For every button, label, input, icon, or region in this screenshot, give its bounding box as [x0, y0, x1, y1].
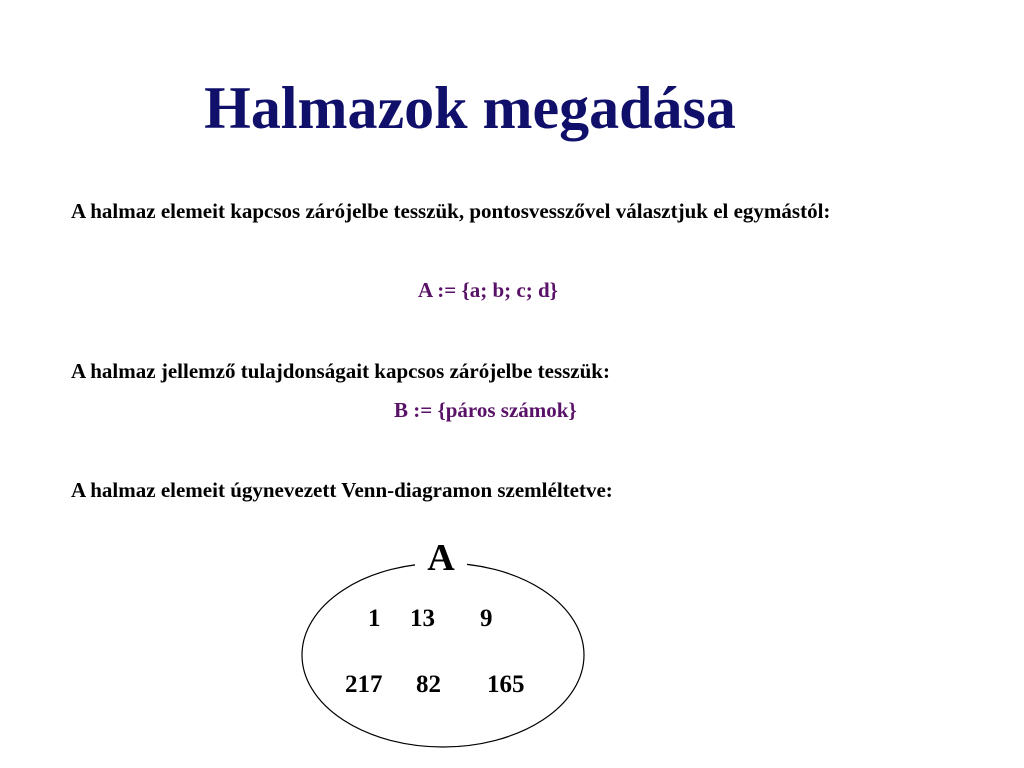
venn-diagram: [300, 535, 590, 750]
venn-ellipse: [302, 563, 584, 747]
venn-element: 1: [368, 605, 381, 632]
venn-element: 9: [480, 605, 493, 632]
paragraph-property: A halmaz jellemző tulajdonságait kapcsos zárójelbe tesszük:: [71, 359, 610, 383]
venn-element: 217: [345, 671, 383, 698]
slide-title: Halmazok megadása: [204, 75, 736, 141]
venn-set-label: A: [415, 535, 467, 581]
venn-element: 13: [410, 605, 435, 632]
paragraph-venn: A halmaz elemeit úgynevezett Venn-diagramon szemléltetve:: [71, 478, 613, 502]
formula-set-a: A := {a; b; c; d}: [418, 278, 558, 302]
paragraph-enumeration: A halmaz elemeit kapcsos zárójelbe tesszük, pontosvesszővel választjuk el egymástól:: [71, 199, 831, 223]
venn-element: 165: [487, 671, 525, 698]
venn-element: 82: [416, 671, 441, 698]
formula-set-b: B := {páros számok}: [394, 398, 577, 422]
